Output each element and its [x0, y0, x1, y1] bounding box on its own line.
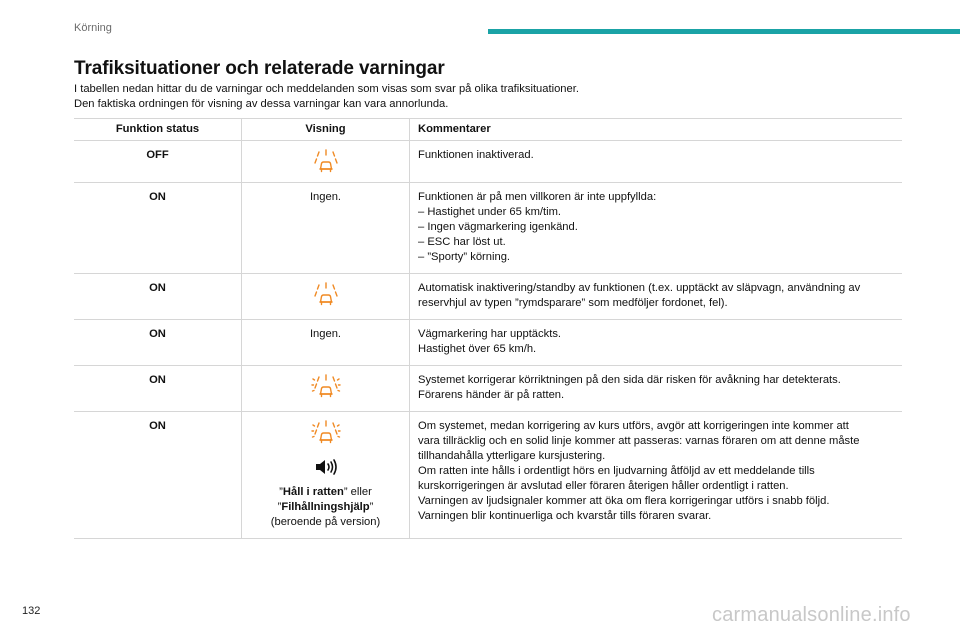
display-cell [242, 183, 410, 274]
comment-line: – Ingen vägmarkering igenkänd. [418, 221, 578, 233]
comment-line: Förarens händer är på ratten. [418, 389, 565, 401]
comment-line: – ”Sporty” körning. [418, 251, 511, 263]
function-status-cell: ON [74, 366, 242, 412]
display-cell [242, 412, 410, 539]
watermark: carmanualsonline.info [712, 604, 911, 626]
table-row [74, 183, 902, 274]
lane-keeping-assist-flashing-icon [311, 373, 341, 399]
comment-cell [410, 183, 903, 274]
table-row [74, 141, 902, 183]
display-cell [242, 141, 410, 183]
comment-line: Varningen blir kontinuerliga och kvarstår tills föraren svarar. [418, 510, 712, 522]
comment-line: reservhjul av typen ”rymdsparare” som medföljer fordonet, fel). [418, 297, 728, 309]
comment-line: Funktionen inaktiverad. [418, 149, 534, 161]
warnings-table [74, 118, 902, 539]
quote-mark: ” [369, 501, 374, 513]
comment-line: vara tillräcklig och en solid linje kommer att passeras: varnas föraren om att denne måste [418, 435, 860, 447]
comment-line: – ESC har löst ut. [418, 236, 506, 248]
message-connector: ” eller [343, 486, 372, 498]
table-header-row [74, 119, 902, 141]
comment-line: Vägmarkering har upptäckts. [418, 328, 562, 340]
comment-line: Hastighet över 65 km/h. [418, 343, 537, 355]
function-status-cell: ON [74, 183, 242, 274]
display-message-line [250, 500, 401, 515]
lane-keeping-assist-icon [311, 281, 341, 307]
speaker-icon [313, 457, 339, 477]
quote-mark: ” [277, 501, 282, 513]
table-row [74, 412, 902, 539]
display-cell [242, 320, 410, 366]
header-function-status: Funktion status [74, 119, 242, 141]
function-status-cell: OFF [74, 141, 242, 183]
comment-line: Funktionen är på men villkoren är inte uppfyllda: [418, 191, 657, 203]
comment-line: tillhandahålla ytterligare kursjustering. [418, 450, 606, 462]
lane-keeping-assist-flashing-icon [311, 419, 341, 445]
display-cell [242, 274, 410, 320]
header-accent-bar [488, 29, 960, 34]
comment-line: kurskorrigeringen är avslutad eller föraren återigen håller ordentligt i ratten. [418, 480, 789, 492]
comment-line: Automatisk inaktivering/standby av funktionen (t.ex. upptäckt av släpvagn, användning av [418, 282, 861, 294]
message-hold-wheel: Håll i ratten [282, 486, 344, 498]
comment-cell [410, 412, 903, 539]
table-row [74, 320, 902, 366]
comment-line: Varningen av ljudsignaler kommer att öka om flera korrigeringar utförs i snabb följd. [418, 495, 830, 507]
comment-cell [410, 366, 903, 412]
function-status-cell: ON [74, 274, 242, 320]
comment-cell [410, 274, 903, 320]
message-version-note: (beroende på version) [270, 516, 381, 528]
comment-cell [410, 141, 903, 183]
comment-line: – Hastighet under 65 km/tim. [418, 206, 562, 218]
function-status-cell: ON [74, 412, 242, 539]
display-message [250, 485, 401, 530]
comment-cell [410, 320, 903, 366]
display-text: Ingen. [309, 328, 342, 340]
display-cell [242, 366, 410, 412]
page-number: 132 [22, 605, 41, 617]
header-display: Visning [242, 119, 410, 141]
table-row [74, 274, 902, 320]
function-status-cell: ON [74, 320, 242, 366]
comment-line: Systemet korrigerar körriktningen på den sida där risken för avåkning har detekterats. [418, 374, 841, 386]
display-message-line [250, 485, 401, 500]
intro-text [74, 82, 579, 112]
section-label: Körning [74, 22, 112, 34]
table-row [74, 366, 902, 412]
comment-line: Om ratten inte hålls i ordentligt hörs en ljudvarning åtföljd av ett meddelande tills [418, 465, 815, 477]
message-lane-assist: Filhållningshjälp [281, 501, 370, 513]
intro-line: I tabellen nedan hittar du de varningar och meddelanden som visas som svar på olika trafiksituationer. [74, 83, 579, 95]
quote-mark: ” [279, 486, 283, 498]
intro-line: Den faktiska ordningen för visning av dessa varningar kan vara annorlunda. [74, 98, 449, 110]
lane-keeping-assist-icon [311, 148, 341, 174]
header-comments: Kommentarer [410, 119, 903, 141]
page-title: Trafiksituationer och relaterade varningar [74, 58, 445, 79]
display-text: Ingen. [309, 191, 342, 203]
comment-line: Om systemet, medan korrigering av kurs utförs, avgör att korrigeringen inte kommer att [418, 420, 849, 432]
